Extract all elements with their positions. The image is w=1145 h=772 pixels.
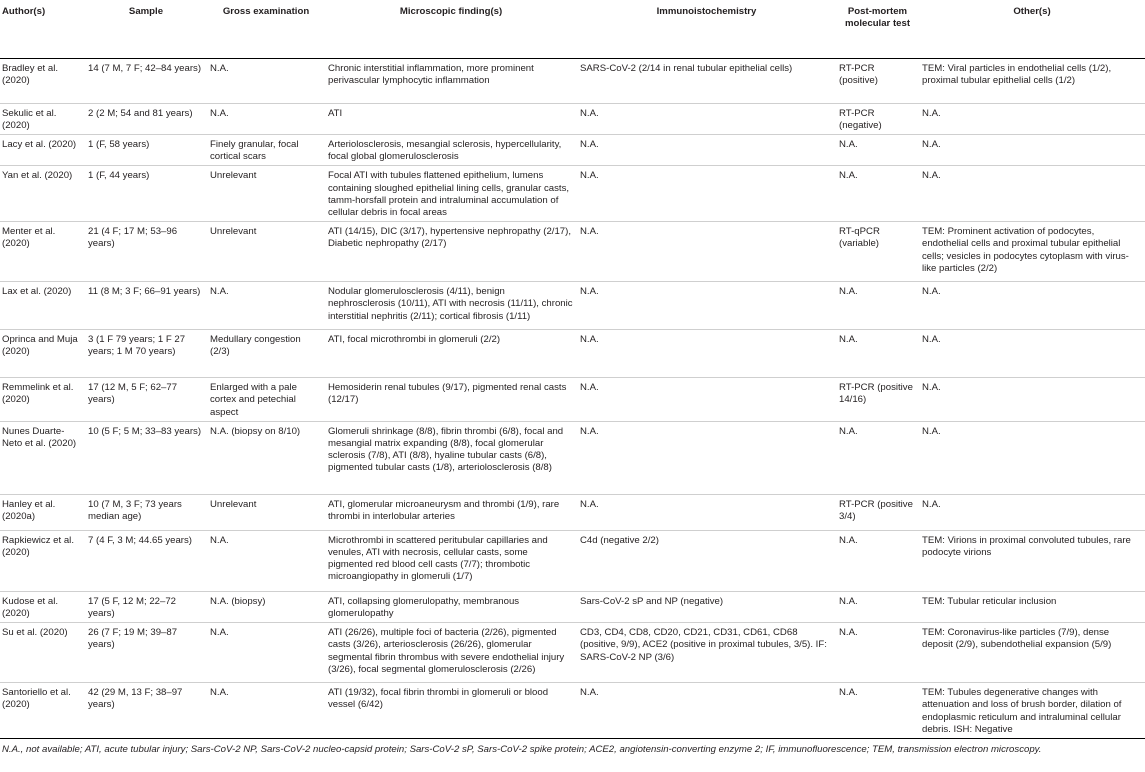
immunohistochemistry-cell: N.A. <box>580 107 599 119</box>
microscopic-findings-cell: ATI <box>328 107 343 119</box>
molecular-test-cell: RT-PCR (positive) <box>839 62 878 86</box>
gross-examination-cell: Unrelevant <box>210 170 257 182</box>
sample-cell: 26 (7 F; 19 M; 39–87 years) <box>88 627 178 651</box>
authors-cell: Nunes Duarte-Neto et al. (2020) <box>2 425 77 449</box>
gross-examination-cell: Enlarged with a pale cortex and petechial aspect <box>210 382 297 418</box>
molecular-test-cell: RT-PCR (positive 3/4) <box>839 498 913 522</box>
table-row <box>0 134 1145 165</box>
table-row <box>0 58 1145 103</box>
gross-examination-cell: N.A. (biopsy) <box>210 595 266 607</box>
microscopic-findings-cell: Chronic interstitial inflammation, more prominent perivascular lymphocytic inflammation <box>328 62 534 86</box>
column-header-others: Other(s) <box>1013 6 1051 17</box>
gross-examination-cell: N.A. <box>210 107 229 119</box>
molecular-test-cell: RT-PCR (negative) <box>839 107 882 131</box>
authors-cell: Lacy et al. (2020) <box>2 138 77 150</box>
microscopic-findings-cell: ATI, focal microthrombi in glomeruli (2/2) <box>328 334 501 346</box>
others-cell: N.A. <box>922 425 941 437</box>
gross-examination-cell: N.A. <box>210 687 229 699</box>
authors-cell: Hanley et al. (2020a) <box>2 498 56 522</box>
sample-cell: 21 (4 F; 17 M; 53–96 years) <box>88 226 178 250</box>
sample-cell: 3 (1 F 79 years; 1 F 27 years; 1 M 70 years) <box>88 334 186 358</box>
authors-cell: Kudose et al. (2020) <box>2 595 59 619</box>
others-cell: TEM: Coronavirus-like particles (7/9), dense deposit (2/9), subendothelial expansion (5/9) <box>922 627 1112 651</box>
others-cell: N.A. <box>922 286 941 298</box>
microscopic-findings-cell: ATI (26/26), multiple foci of bacteria (2/26), pigmented casts (3/26), arteriosclerosis (26/26), glomerular segmental fibrin thrombus with severe endothelial injury (3/26), focal segmental glomerulosclerosis (2/26) <box>328 627 565 675</box>
molecular-test-cell: N.A. <box>839 687 858 699</box>
microscopic-findings-cell: Microthrombi in scattered peritubular capillaries and venules, ATI with necrosis, cellular casts, some pigmented red blood cell casts (7/7); thrombotic microangiopathy in glomeruli (1/7) <box>328 534 548 583</box>
molecular-test-cell: RT-PCR (positive 14/16) <box>839 382 913 406</box>
microscopic-findings-cell: Focal ATI with tubules flattened epithelium, lumens containing sloughed epithelial lining cells, granular casts, tamm-horsfall protein and intraluminal accumulation of cellular debris in focal areas <box>328 170 570 218</box>
others-cell: TEM: Viral particles in endothelial cells (1/2), proximal tubular epithelial cells (1/2) <box>922 62 1112 86</box>
table-row <box>0 378 1145 422</box>
molecular-test-cell: N.A. <box>839 425 858 437</box>
table-row <box>0 166 1145 222</box>
sample-cell: 1 (F, 58 years) <box>88 138 150 150</box>
gross-examination-cell: N.A. <box>210 62 229 74</box>
microscopic-findings-cell: Glomeruli shrinkage (8/8), fibrin thrombi (6/8), focal and mesangial matrix expanding (8/8), focal glomerular sclerosis (7/8), ATI (8/8), hyaline tubular casts (6/8), pigmented tubular casts (1/8), arteriolosclerosis (8/8) <box>328 425 564 474</box>
table-row <box>0 103 1145 134</box>
authors-cell: Oprinca and Muja (2020) <box>2 334 78 358</box>
sample-cell: 42 (29 M, 13 F; 38–97 years) <box>88 687 183 711</box>
immunohistochemistry-cell: SARS-CoV-2 (2/14 in renal tubular epithelial cells) <box>580 62 793 74</box>
column-header-sample: Sample <box>128 6 164 17</box>
gross-examination-cell: Unrelevant <box>210 498 257 510</box>
table-body <box>0 58 1145 738</box>
molecular-test-cell: N.A. <box>839 138 858 150</box>
immunohistochemistry-cell: N.A. <box>580 170 599 182</box>
others-cell: TEM: Tubules degenerative changes with attenuation and loss of brush border, dilation of endoplasmic reticulum and intraluminal cellular debris. ISH: Negative <box>922 687 1122 735</box>
table-row <box>0 494 1145 530</box>
microscopic-findings-cell: ATI, collapsing glomerulopathy, membranous glomerulopathy <box>328 595 520 619</box>
sample-cell: 17 (12 M, 5 F; 62–77 years) <box>88 382 178 406</box>
sample-cell: 10 (7 M, 3 F; 73 years median age) <box>88 498 182 522</box>
others-cell: N.A. <box>922 382 941 394</box>
others-cell: N.A. <box>922 334 941 346</box>
table-row <box>0 421 1145 494</box>
gross-examination-cell: N.A. (biopsy on 8/10) <box>210 425 301 437</box>
column-header-gross-examination: Gross examination <box>222 6 310 17</box>
immunohistochemistry-cell: CD3, CD4, CD8, CD20, CD21, CD31, CD61, CD68 (positive, 9/9), ACE2 (positive in proximal tubules, 3/5). IF: SARS-CoV-2 NP (3/6) <box>580 627 827 663</box>
table-row <box>0 222 1145 282</box>
others-cell: N.A. <box>922 498 941 510</box>
immunohistochemistry-cell: N.A. <box>580 334 599 346</box>
gross-examination-cell: N.A. <box>210 286 229 298</box>
microscopic-findings-cell: Nodular glomerulosclerosis (4/11), benign nephrosclerosis (10/11), ATI with necrosis (11/11), chronic interstitial nephritis (2/11); cortical fibrosis (1/11) <box>328 286 573 322</box>
molecular-test-cell: RT-qPCR (variable) <box>839 226 880 250</box>
sample-cell: 7 (4 F, 3 M; 44.65 years) <box>88 534 192 546</box>
gross-examination-cell: N.A. <box>210 627 229 639</box>
authors-cell: Menter et al. (2020) <box>2 226 56 250</box>
authors-cell: Bradley et al. (2020) <box>2 62 58 86</box>
immunohistochemistry-cell: N.A. <box>580 286 599 298</box>
immunohistochemistry-cell: Sars-CoV-2 sP and NP (negative) <box>580 595 724 607</box>
molecular-test-cell: N.A. <box>839 534 858 546</box>
molecular-test-cell: N.A. <box>839 334 858 346</box>
immunohistochemistry-cell: N.A. <box>580 687 599 699</box>
immunohistochemistry-cell: C4d (negative 2/2) <box>580 534 659 546</box>
microscopic-findings-cell: Hemosiderin renal tubules (9/17), pigmented renal casts (12/17) <box>328 382 567 406</box>
gross-examination-cell: Medullary congestion (2/3) <box>210 334 301 358</box>
molecular-test-cell: N.A. <box>839 286 858 298</box>
sample-cell: 10 (5 F; 5 M; 33–83 years) <box>88 425 202 437</box>
column-header-immunohistochemistry: Immunoistochemistry <box>656 6 757 17</box>
table-row <box>0 330 1145 378</box>
authors-cell: Lax et al. (2020) <box>2 286 72 298</box>
column-header-microscopic-findings: Microscopic finding(s) <box>399 6 503 17</box>
molecular-test-cell: N.A. <box>839 627 858 639</box>
sample-cell: 2 (2 M; 54 and 81 years) <box>88 107 193 119</box>
microscopic-findings-cell: ATI, glomerular microaneurysm and thrombi (1/9), rare thrombi in interlobular arteries <box>328 498 560 522</box>
gross-examination-cell: N.A. <box>210 534 229 546</box>
immunohistochemistry-cell: N.A. <box>580 226 599 238</box>
immunohistochemistry-cell: N.A. <box>580 498 599 510</box>
table-footnote: N.A., not available; ATI, acute tubular injury; Sars-CoV-2 NP, Sars-CoV-2 nucleo-capsid protein; Sars-CoV-2 sP, Sars-CoV-2 spike protein; ACE2, angiotensin-converting enzyme 2; IF, immunofluorescence; TEM, transmission electron microscopy. <box>2 744 1042 755</box>
authors-cell: Su et al. (2020) <box>2 627 68 639</box>
authors-cell: Rapkiewicz et al. (2020) <box>2 534 74 558</box>
others-cell: N.A. <box>922 170 941 182</box>
authors-cell: Santoriello et al. (2020) <box>2 687 71 711</box>
table-row <box>0 591 1145 622</box>
others-cell: TEM: Prominent activation of podocytes, endothelial cells and proximal tubular epithelial cells; vesicles in podocytes cytoplasm with virus-like particles (2/2) <box>922 226 1129 274</box>
immunohistochemistry-cell: N.A. <box>580 425 599 437</box>
table-row <box>0 282 1145 330</box>
header-row <box>0 0 1145 58</box>
table-row <box>0 530 1145 591</box>
authors-cell: Yan et al. (2020) <box>2 170 73 182</box>
table-header <box>0 0 1145 58</box>
microscopic-findings-cell: ATI (19/32), focal fibrin thrombi in glomeruli or blood vessel (6/42) <box>328 687 549 711</box>
authors-cell: Remmelink et al. (2020) <box>2 382 74 406</box>
immunohistochemistry-cell: N.A. <box>580 138 599 150</box>
microscopic-findings-cell: ATI (14/15), DIC (3/17), hypertensive nephropathy (2/17), Diabetic nephropathy (2/17) <box>328 226 571 250</box>
others-cell: TEM: Tubular reticular inclusion <box>922 595 1057 607</box>
molecular-test-cell: N.A. <box>839 595 858 607</box>
table-row <box>0 623 1145 683</box>
table-row <box>0 683 1145 739</box>
gross-examination-cell: Unrelevant <box>210 226 257 238</box>
sample-cell: 14 (7 M, 7 F; 42–84 years) <box>88 62 202 74</box>
others-cell: N.A. <box>922 107 941 119</box>
molecular-test-cell: N.A. <box>839 170 858 182</box>
column-header-molecular-test: Post-mortem molecular test <box>844 6 911 30</box>
microscopic-findings-cell: Arteriolosclerosis, mesangial sclerosis, hypercellularity, focal global glomerulosclerosis <box>328 138 562 163</box>
immunohistochemistry-cell: N.A. <box>580 382 599 394</box>
column-header-authors: Author(s) <box>2 6 46 17</box>
authors-cell: Sekulic et al. (2020) <box>2 107 57 131</box>
sample-cell: 11 (8 M; 3 F; 66–91 years) <box>88 286 201 298</box>
sample-cell: 1 (F, 44 years) <box>88 170 150 182</box>
others-cell: N.A. <box>922 138 941 150</box>
others-cell: TEM: Virions in proximal convoluted tubules, rare podocyte virions <box>922 534 1131 558</box>
gross-examination-cell: Finely granular, focal cortical scars <box>210 138 299 163</box>
sample-cell: 17 (5 F, 12 M; 22–72 years) <box>88 595 176 619</box>
